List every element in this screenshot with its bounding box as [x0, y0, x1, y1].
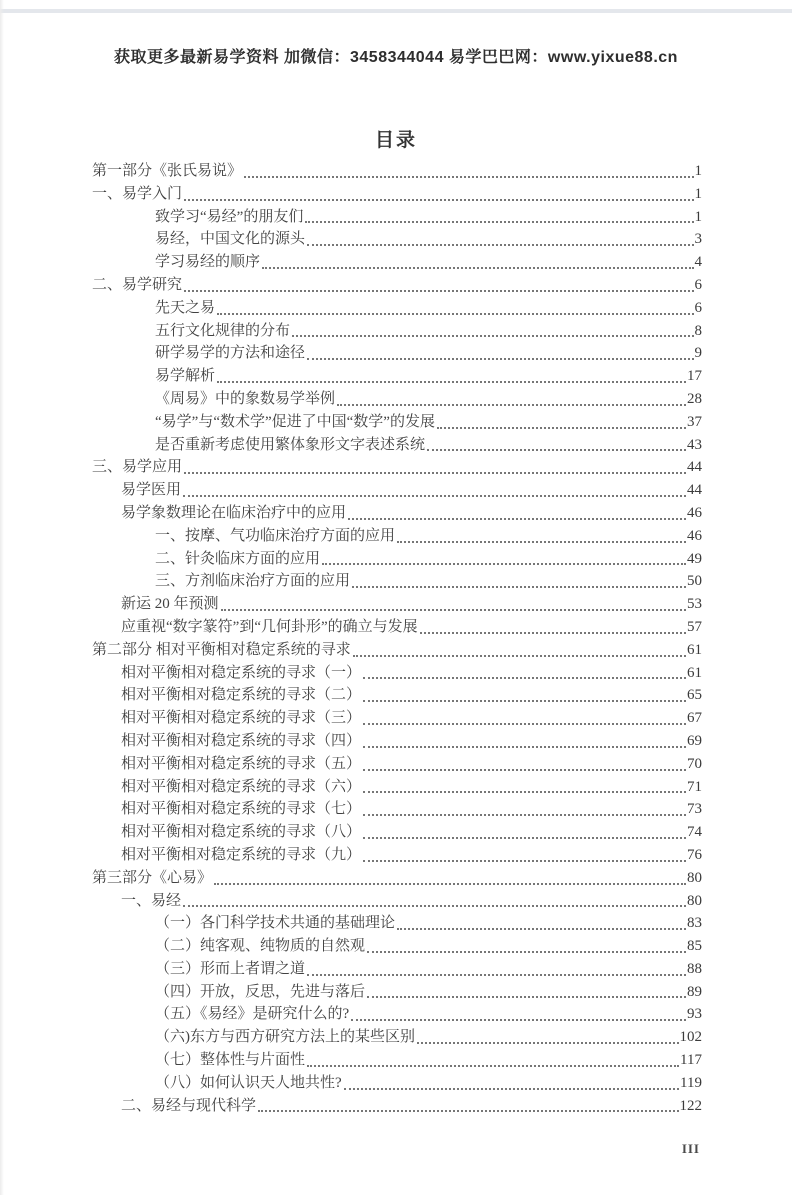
toc-entry-label: 一、按摩、气功临床治疗方面的应用 — [155, 527, 396, 544]
toc-entry — [92, 1026, 702, 1049]
toc-entry — [92, 479, 702, 502]
toc-entry — [92, 867, 702, 890]
toc-entry-page: 80 — [687, 869, 702, 886]
dot-leader — [322, 563, 686, 565]
toc-entry-page: 73 — [687, 801, 702, 818]
toc-entry-page: 1 — [694, 208, 702, 225]
dot-leader — [397, 541, 686, 543]
toc-entry — [92, 320, 702, 343]
toc-entry-page: 122 — [679, 1097, 702, 1114]
dot-leader — [292, 335, 693, 337]
toc-entry — [92, 160, 702, 183]
toc-entry-label: 五行文化规律的分布 — [155, 322, 291, 339]
dot-leader — [363, 723, 686, 725]
toc-entry-page: 83 — [687, 915, 702, 932]
toc-entry-page: 70 — [687, 755, 702, 772]
toc-entry-page: 37 — [687, 413, 702, 430]
dot-leader — [337, 404, 686, 406]
dot-leader — [221, 609, 686, 611]
toc-entry-page: 17 — [687, 368, 702, 385]
toc-entry — [92, 342, 702, 365]
toc-entry — [92, 890, 702, 913]
toc-list — [92, 160, 702, 1117]
toc-entry — [92, 844, 702, 867]
toc-entry — [92, 981, 702, 1004]
toc-entry-page: 93 — [687, 1006, 702, 1023]
toc-entry-label: 一、易学入门 — [92, 185, 183, 202]
toc-entry-page: 67 — [687, 710, 702, 727]
toc-entry — [92, 411, 702, 434]
toc-entry — [92, 684, 702, 707]
toc-entry-page: 57 — [687, 618, 702, 635]
toc-entry-page: 1 — [694, 185, 702, 202]
dot-leader — [184, 199, 693, 201]
toc-entry-label: （七）整体性与片面性 — [155, 1052, 306, 1069]
toc-entry-label: 二、易学研究 — [92, 276, 183, 293]
dot-leader — [307, 358, 693, 360]
toc-entry — [92, 593, 702, 616]
toc-entry — [92, 616, 702, 639]
toc-entry — [92, 912, 702, 935]
toc-entry-label: 易学解析 — [155, 368, 216, 385]
dot-leader — [184, 290, 693, 292]
dot-leader — [367, 996, 686, 998]
toc-entry — [92, 570, 702, 593]
toc-entry-page: 80 — [687, 892, 702, 909]
dot-leader — [437, 427, 686, 429]
toc-entry — [92, 935, 702, 958]
toc-entry-page: 44 — [687, 459, 702, 476]
toc-entry-label: 相对平衡相对稳定系统的寻求（七） — [121, 801, 362, 818]
dot-leader — [397, 928, 686, 930]
toc-entry-label: （三）形而上者谓之道 — [155, 960, 306, 977]
toc-entry-label: 先天之易 — [155, 299, 216, 316]
footer-page-number: III — [681, 1141, 700, 1156]
toc-entry-label: 相对平衡相对稳定系统的寻求（六） — [121, 778, 362, 795]
dot-leader — [363, 837, 686, 839]
toc-entry-page: 85 — [687, 938, 702, 955]
toc-entry — [92, 730, 702, 753]
toc-entry — [92, 798, 702, 821]
toc-entry-page: 74 — [687, 824, 702, 841]
toc-entry-page: 61 — [687, 641, 702, 658]
toc-title: 目录 — [374, 130, 417, 151]
toc-entry-page: 89 — [687, 983, 702, 1000]
toc-entry-page: 8 — [694, 322, 702, 339]
scan-artifact-top — [0, 9, 792, 13]
dot-leader — [363, 700, 686, 702]
toc-entry-label: 相对平衡相对稳定系统的寻求（九） — [121, 846, 362, 863]
toc-entry-label: 相对平衡相对稳定系统的寻求（五） — [121, 755, 362, 772]
dot-leader — [262, 267, 693, 269]
dot-leader — [348, 518, 686, 520]
toc-entry-label: 二、易经与现代科学 — [121, 1097, 257, 1114]
scan-artifact-left — [0, 0, 4, 1195]
toc-entry-page: 61 — [687, 664, 702, 681]
toc-entry — [92, 1049, 702, 1072]
dot-leader — [307, 974, 686, 976]
toc-entry — [92, 753, 702, 776]
dot-leader — [351, 1019, 686, 1021]
toc-entry — [92, 1072, 702, 1095]
toc-entry-label: 《周易》中的象数易学举例 — [155, 390, 336, 407]
dot-leader — [363, 677, 686, 679]
toc-entry — [92, 251, 702, 274]
toc-entry-page: 53 — [687, 596, 702, 613]
dot-leader — [363, 769, 686, 771]
dot-leader — [363, 860, 686, 862]
toc-entry-label: 相对平衡相对稳定系统的寻求（三） — [121, 710, 362, 727]
toc-entry-label: （一）各门科学技术共通的基础理论 — [155, 915, 396, 932]
toc-entry-page: 6 — [694, 299, 702, 316]
toc-entry-label: 相对平衡相对稳定系统的寻求（四） — [121, 732, 362, 749]
dot-leader — [363, 814, 686, 816]
toc-entry — [92, 662, 702, 685]
toc-entry — [92, 548, 702, 571]
dot-leader — [367, 951, 686, 953]
toc-entry — [92, 434, 702, 457]
dot-leader — [217, 381, 686, 383]
dot-leader — [307, 1065, 679, 1067]
toc-entry — [92, 365, 702, 388]
dot-leader — [214, 883, 686, 885]
toc-entry — [92, 639, 702, 662]
toc-entry — [92, 525, 702, 548]
toc-entry-page: 44 — [687, 482, 702, 499]
toc-entry — [92, 776, 702, 799]
toc-entry-page: 28 — [687, 390, 702, 407]
toc-entry-label: 易学医用 — [121, 482, 182, 499]
dot-leader — [353, 655, 686, 657]
toc-entry-page: 6 — [694, 276, 702, 293]
dot-leader — [305, 221, 693, 223]
toc-entry-page: 117 — [680, 1052, 702, 1069]
toc-entry-page: 102 — [679, 1029, 702, 1046]
toc-entry-page: 46 — [687, 527, 702, 544]
toc-entry — [92, 206, 702, 229]
toc-entry-page: 49 — [687, 550, 702, 567]
dot-leader — [217, 313, 693, 315]
toc-entry-page: 9 — [694, 345, 702, 362]
toc-entry-page: 69 — [687, 732, 702, 749]
toc-entry — [92, 274, 702, 297]
dot-leader — [183, 905, 686, 907]
dot-leader — [363, 791, 686, 793]
toc-entry-page: 1 — [694, 163, 702, 179]
toc-entry-page: 43 — [687, 436, 702, 453]
toc-entry — [92, 228, 702, 251]
toc-entry-label: 相对平衡相对稳定系统的寻求（八） — [121, 824, 362, 841]
dot-leader — [184, 472, 686, 474]
toc-entry — [92, 297, 702, 320]
dot-leader — [183, 495, 686, 497]
dot-leader — [307, 244, 693, 246]
toc-entry-label: 相对平衡相对稳定系统的寻求（二） — [121, 687, 362, 704]
dot-leader — [417, 1042, 679, 1044]
toc-entry-label: 应重视“数字篆符”到“几何卦形”的确立与发展 — [121, 618, 418, 635]
toc-entry-page: 3 — [694, 231, 702, 248]
toc-entry-label: （二）纯客观、纯物质的自然观 — [155, 938, 366, 955]
toc-entry-label: 易经，中国文化的源头 — [155, 231, 306, 248]
toc-entry-page: 65 — [687, 687, 702, 704]
toc-entry-page: 4 — [694, 254, 702, 271]
toc-entry-label: 研学易学的方法和途径 — [155, 345, 306, 362]
toc-entry-label: 易学象数理论在临床治疗中的应用 — [121, 504, 347, 521]
toc-entry-page: 46 — [687, 504, 702, 521]
toc-entry — [92, 1003, 702, 1026]
toc-entry-label: 第二部分 相对平衡相对稳定系统的寻求 — [92, 641, 351, 658]
toc-entry — [92, 502, 702, 525]
toc-entry — [92, 821, 702, 844]
toc-entry-label: 二、针灸临床方面的应用 — [155, 550, 321, 567]
toc-entry-label: 学习易经的顺序 — [155, 254, 261, 271]
toc-entry — [92, 388, 702, 411]
toc-entry — [92, 456, 702, 479]
toc-entry-label: （八）如何认识天人地共性? — [155, 1074, 342, 1091]
toc-entry-label: 三、易学应用 — [92, 459, 183, 476]
dot-leader — [244, 176, 693, 178]
dot-leader — [363, 746, 686, 748]
toc-entry-label: 相对平衡相对稳定系统的寻求（一） — [121, 664, 362, 681]
toc-entry — [92, 707, 702, 730]
dot-leader — [427, 449, 686, 451]
toc-entry-label: 致学习“易经”的朋友们 — [155, 208, 304, 225]
dot-leader — [344, 1088, 679, 1090]
toc-entry-label: 是否重新考虑使用繁体象形文字表述系统 — [155, 436, 426, 453]
toc-entry-label: 第三部分《心易》 — [92, 869, 213, 886]
dot-leader — [420, 632, 686, 634]
toc-entry-label: 第一部分《张氏易说》 — [92, 163, 243, 179]
toc-entry-page: 50 — [687, 573, 702, 590]
toc-entry-label: 三、方剂临床治疗方面的应用 — [155, 573, 351, 590]
toc-entry-label: “易学”与“数术学”促进了中国“数学”的发展 — [155, 413, 435, 430]
toc-entry-page: 119 — [680, 1074, 702, 1091]
toc-entry-page: 76 — [687, 846, 702, 863]
toc-entry — [92, 1095, 702, 1118]
toc-entry — [92, 958, 702, 981]
dot-leader — [352, 586, 686, 588]
dot-leader — [258, 1110, 678, 1112]
toc-entry-label: （四）开放，反思，先进与落后 — [155, 983, 366, 1000]
toc-entry-label: （六)东方与西方研究方法上的某些区别 — [155, 1029, 415, 1046]
promo-header-text: 获取更多最新易学资料 加微信：3458344044 易学巴巴网：www.yixue88.cn — [114, 49, 678, 66]
toc-entry-label: 一、易经 — [121, 892, 182, 909]
toc-entry-label: （五）《易经》是研究什么的? — [155, 1006, 350, 1023]
toc-entry-page: 71 — [687, 778, 702, 795]
toc-entry-page: 88 — [687, 960, 702, 977]
toc-entry-label: 新运 20 年预测 — [121, 596, 219, 613]
toc-entry — [92, 183, 702, 206]
